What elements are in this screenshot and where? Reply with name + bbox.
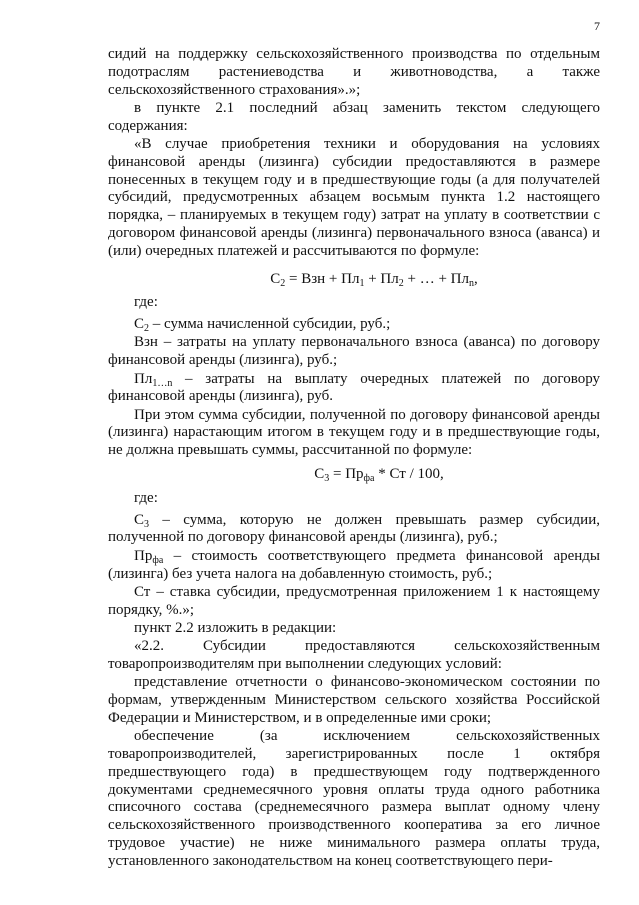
paragraph-amendment-2-2: пункт 2.2 изложить в редакции: <box>134 619 337 636</box>
paragraph-reporting: представление отчетности о финансово-экономическом состоянии по формам, утвержденным Министерством сельского хозяйства Российской Федерации и Министерством, и в определенные ими сроки; <box>108 674 600 726</box>
paragraph-wages: обеспечение (за исключением сельскохозяйственных товаропроизводителей, зарегистрированных после 1 октября предшествующего года) в предшествующем году подтвержденного документами среднемесячного уровня оплаты труда одного работника списочного состава (среднемесячного размера выплат одному члену сельскохозяйственного производственного кооператива за его личное трудовое участие) не ниже минимального размера оплаты труда, установленного законодательством на конец соответствующего пери- <box>108 728 600 869</box>
paragraph-conditions: «2.2. Субсидии предоставляются сельскохозяйственным товаропроизводителям при выполнении следующих условий: <box>108 638 600 672</box>
document-body <box>108 46 600 871</box>
where-label: где: <box>134 489 158 506</box>
definition-c2: $C_2$ – сумма начисленной субсидии, руб.; <box>134 316 391 335</box>
paragraph-amendment-2-1: в пункте 2.1 последний абзац заменить текстом следующего содержания: <box>108 99 600 134</box>
definition-pl: $Пл_{1\dots n}$ – затраты на выплату очередных платежей по договору финансовой аренды (лизинга), руб. <box>108 370 600 405</box>
formula-c3: $C_3 = Пр_{фа}$ * Ст / 100, <box>314 466 444 485</box>
definition-st: Ст – ставка субсидии, предусмотренная приложением 1 к настоящему порядку, %.»; <box>108 583 600 618</box>
definition-c3: $C_3$ – сумма, которую не должен превышать размер субсидии, полученной по договору финансовой аренды (лизинга), руб.; <box>108 511 600 546</box>
page-number: 7 <box>594 19 600 33</box>
formula-c2: $C_2$ = Взн + $Пл_1 + Пл_2$ + … + $Пл_n$, <box>270 270 478 289</box>
definition-prfa: $Пр_{фа}$ – стоимость соответствующего предмета финансовой аренды (лизинга) без учета налога на добавленную стоимость, руб.; <box>108 547 600 582</box>
definition-vzn: Взн – затраты на уплату первоначального взноса (аванса) по договору финансовой аренды (лизинга), руб.; <box>108 334 600 369</box>
paragraph-continuation: сидий на поддержку сельскохозяйственного производства по отдельным подотраслям растениеводства и животноводства, а также сельскохозяйственного страхования».»; <box>108 46 600 98</box>
paragraph-leasing-subsidy: «В случае приобретения техники и оборудования на условиях финансовой аренды (лизинга) субсидии предоставляются в размере понесенных в текущем году и в предшествующие годы (а для получателей субсидий, предусмотренных абзацем восьмым пункта 1.2 настоящего порядка, – планируемых в текущем году) затрат на уплату в соответствии с договором финансовой аренды (лизинга) первоначального взноса (аванса) и (или) очередных платежей и рассчитываются по формуле: <box>108 135 600 259</box>
where-label: где: <box>134 294 158 311</box>
paragraph-subsidy-limit: При этом сумма субсидии, полученной по договору финансовой аренды (лизинга) нарастающим итогом в текущем году и в предшествующие годы, не должна превышать суммы, рассчитанной по формуле: <box>108 406 600 459</box>
